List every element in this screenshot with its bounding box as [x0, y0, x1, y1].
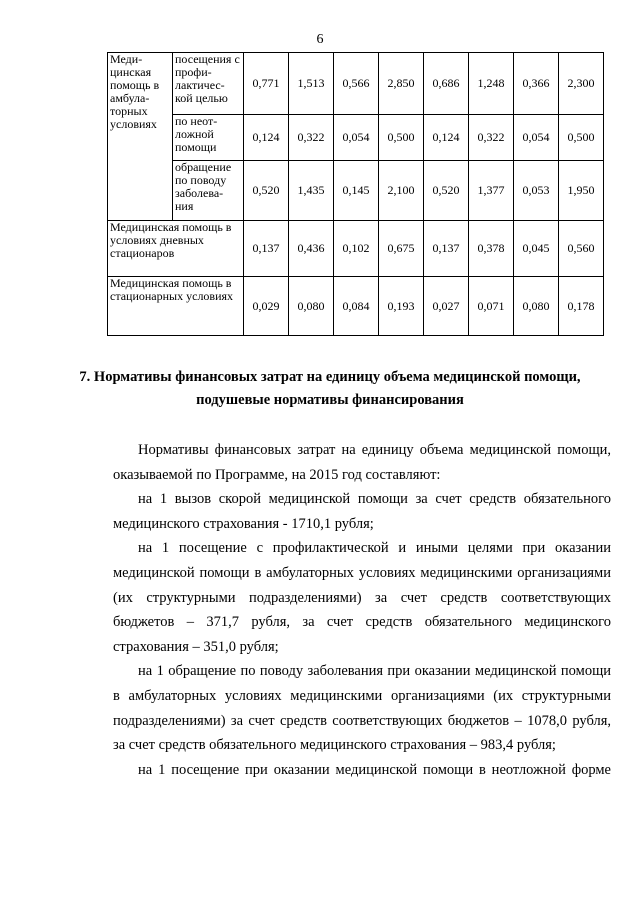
table-cell: 0,124	[244, 115, 289, 161]
table-cell: 0,045	[514, 221, 559, 277]
table-row-label: посещения с профи-лактичес-кой целью	[173, 53, 244, 115]
table-cell: 0,080	[289, 277, 334, 336]
table-row-label: Медицинская помощь в условиях дневных стационаров	[108, 221, 244, 277]
table-cell: 1,435	[289, 161, 334, 221]
table-cell: 1,377	[469, 161, 514, 221]
table-row	[108, 221, 604, 277]
table-row-label: обращение по поводу заболева-ния	[173, 161, 244, 221]
table-cell: 0,436	[289, 221, 334, 277]
page-number: 6	[316, 32, 324, 47]
table-cell: 0,124	[424, 115, 469, 161]
table-cell: 0,054	[334, 115, 379, 161]
table-row	[108, 277, 604, 336]
table-cell: 0,193	[379, 277, 424, 336]
table-cell: 0,686	[424, 53, 469, 115]
table-cell: 0,178	[559, 277, 604, 336]
table-cell: 0,029	[244, 277, 289, 336]
table-cell: 0,145	[334, 161, 379, 221]
table-cell: 0,366	[514, 53, 559, 115]
table-cell: 0,084	[334, 277, 379, 336]
section-heading: 7. Нормативы финансовых затрат на единицу объема медицинской помощи, подушевые нормативы финансирования	[79, 369, 581, 408]
table-cell: 2,850	[379, 53, 424, 115]
table-cell: 1,950	[559, 161, 604, 221]
table-cell: 0,500	[379, 115, 424, 161]
table-cell: 0,102	[334, 221, 379, 277]
table-row	[108, 53, 604, 115]
table-cell: 0,027	[424, 277, 469, 336]
table-row	[108, 115, 604, 161]
table-row-label: по неот-ложной помощи	[173, 115, 244, 161]
table-cell: 0,071	[469, 277, 514, 336]
table-cell: 0,053	[514, 161, 559, 221]
table-cell: 0,080	[514, 277, 559, 336]
table-row	[108, 161, 604, 221]
table-group-label: Меди-цинская помощь в амбула-торных условиях	[108, 53, 173, 221]
table-cell: 0,322	[469, 115, 514, 161]
paragraph: на 1 посещение с профилактической и иными целями при оказании медицинской помощи в амбулаторных условиях медицинскими организациями (их структурными подразделениями) за счет средств соответствующих бюджетов – 371,7 рубля, за счет средств обязательного медицинского страхования – 351,0 рубля;	[113, 540, 611, 655]
table-cell: 0,566	[334, 53, 379, 115]
table-cell: 0,500	[559, 115, 604, 161]
table-cell: 0,137	[244, 221, 289, 277]
table-cell: 1,248	[469, 53, 514, 115]
paragraph: на 1 посещение при оказании медицинской помощи в неотложной форме	[138, 761, 611, 778]
table-cell: 1,513	[289, 53, 334, 115]
table-cell: 2,300	[559, 53, 604, 115]
table-cell: 0,378	[469, 221, 514, 277]
table-cell: 0,520	[244, 161, 289, 221]
paragraph: на 1 обращение по поводу заболевания при оказании медицинской помощи в амбулаторных условиях медицинскими организациями (их структурными подразделениями) за счет средств соответствующих бюджетов – 1078,0 рубля, за счет средств обязательного медицинского страхования – 983,4 рубля;	[113, 663, 611, 754]
volume-table	[107, 52, 604, 336]
table-cell: 0,771	[244, 53, 289, 115]
paragraph: на 1 вызов скорой медицинской помощи за счет средств обязательного медицинского страхования - 1710,1 рубля;	[113, 491, 611, 532]
table-cell: 0,137	[424, 221, 469, 277]
table-row-label: Медицинская помощь в стационарных условиях	[108, 277, 244, 336]
table-cell: 0,675	[379, 221, 424, 277]
table-cell: 0,560	[559, 221, 604, 277]
table-cell: 0,322	[289, 115, 334, 161]
body-text	[113, 438, 611, 782]
table-cell: 0,054	[514, 115, 559, 161]
table-cell: 2,100	[379, 161, 424, 221]
paragraph: Нормативы финансовых затрат на единицу объема медицинской помощи, оказываемой по Программе, на 2015 год составляют:	[113, 442, 611, 483]
table-cell: 0,520	[424, 161, 469, 221]
